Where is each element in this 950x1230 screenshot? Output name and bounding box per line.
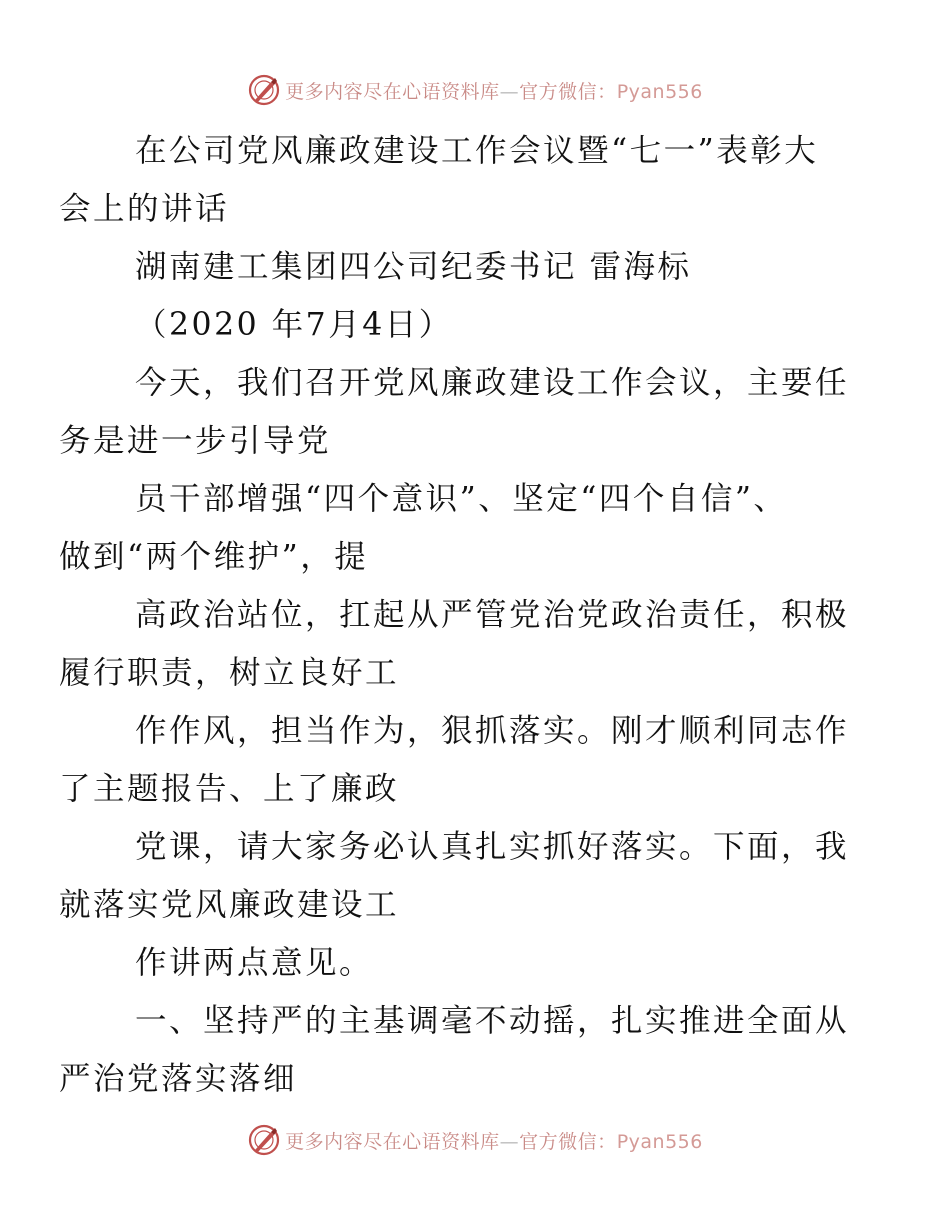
document-body [59,122,857,1108]
paragraph [59,470,857,586]
title-line: 会上的讲话 [59,191,230,227]
watermark-separator: — [499,1130,520,1153]
paragraph [59,818,857,934]
paragraph-line: 作作风，担当作为，狠抓落实。刚才顺利同志作 [135,713,850,749]
watermark-separator: — [499,80,520,103]
paragraph [59,702,857,818]
section-heading [59,992,857,1108]
watermark-header [0,70,950,110]
pen-logo-icon [247,1123,281,1157]
pen-logo-icon [247,73,281,107]
watermark-wechat-label: 官方微信： [519,1130,617,1153]
heading-line: 严治党落实落细 [59,1061,298,1097]
paragraph-line: 了主题报告、上了廉政 [59,771,400,807]
watermark-footer [0,1120,950,1160]
document-author [97,238,857,296]
heading-line: 一、坚持严的主基调毫不动摇，扎实推进全面从 [135,1003,850,1039]
paragraph-line: 员干部增强“四个意识”、坚定“四个自信”、 [135,481,788,517]
paragraph [97,934,857,992]
paragraph-line: 履行职责，树立良好工 [59,655,400,691]
watermark-text: 更多内容尽在心语资料库 [285,1130,500,1153]
paragraph-line: 做到“两个维护”，提 [59,539,369,575]
watermark-wechat-label: 官方微信： [519,80,617,103]
paragraph-line: 务是进一步引导党 [59,423,332,459]
paragraph [59,586,857,702]
document-date [97,296,857,354]
date-line: （2020 年7月4日） [135,307,453,343]
paragraph-line: 今天，我们召开党风廉政建设工作会议，主要任 [135,365,850,401]
paragraph-line: 作讲两点意见。 [135,945,374,981]
watermark-text: 更多内容尽在心语资料库 [285,80,500,103]
paragraph-line: 高政治站位，扛起从严管党治党政治责任，积极 [135,597,850,633]
paragraph [59,354,857,470]
watermark-wechat-id: Pyan556 [616,1130,703,1153]
paragraph-line: 党课，请大家务必认真扎实抓好落实。下面，我 [135,829,850,865]
watermark-wechat-id: Pyan556 [616,80,703,103]
author-line: 湖南建工集团四公司纪委书记 雷海标 [135,249,692,285]
paragraph-line: 就落实党风廉政建设工 [59,887,400,923]
document-title [59,122,857,238]
title-line: 在公司党风廉政建设工作会议暨“七一”表彰大 [135,133,819,169]
